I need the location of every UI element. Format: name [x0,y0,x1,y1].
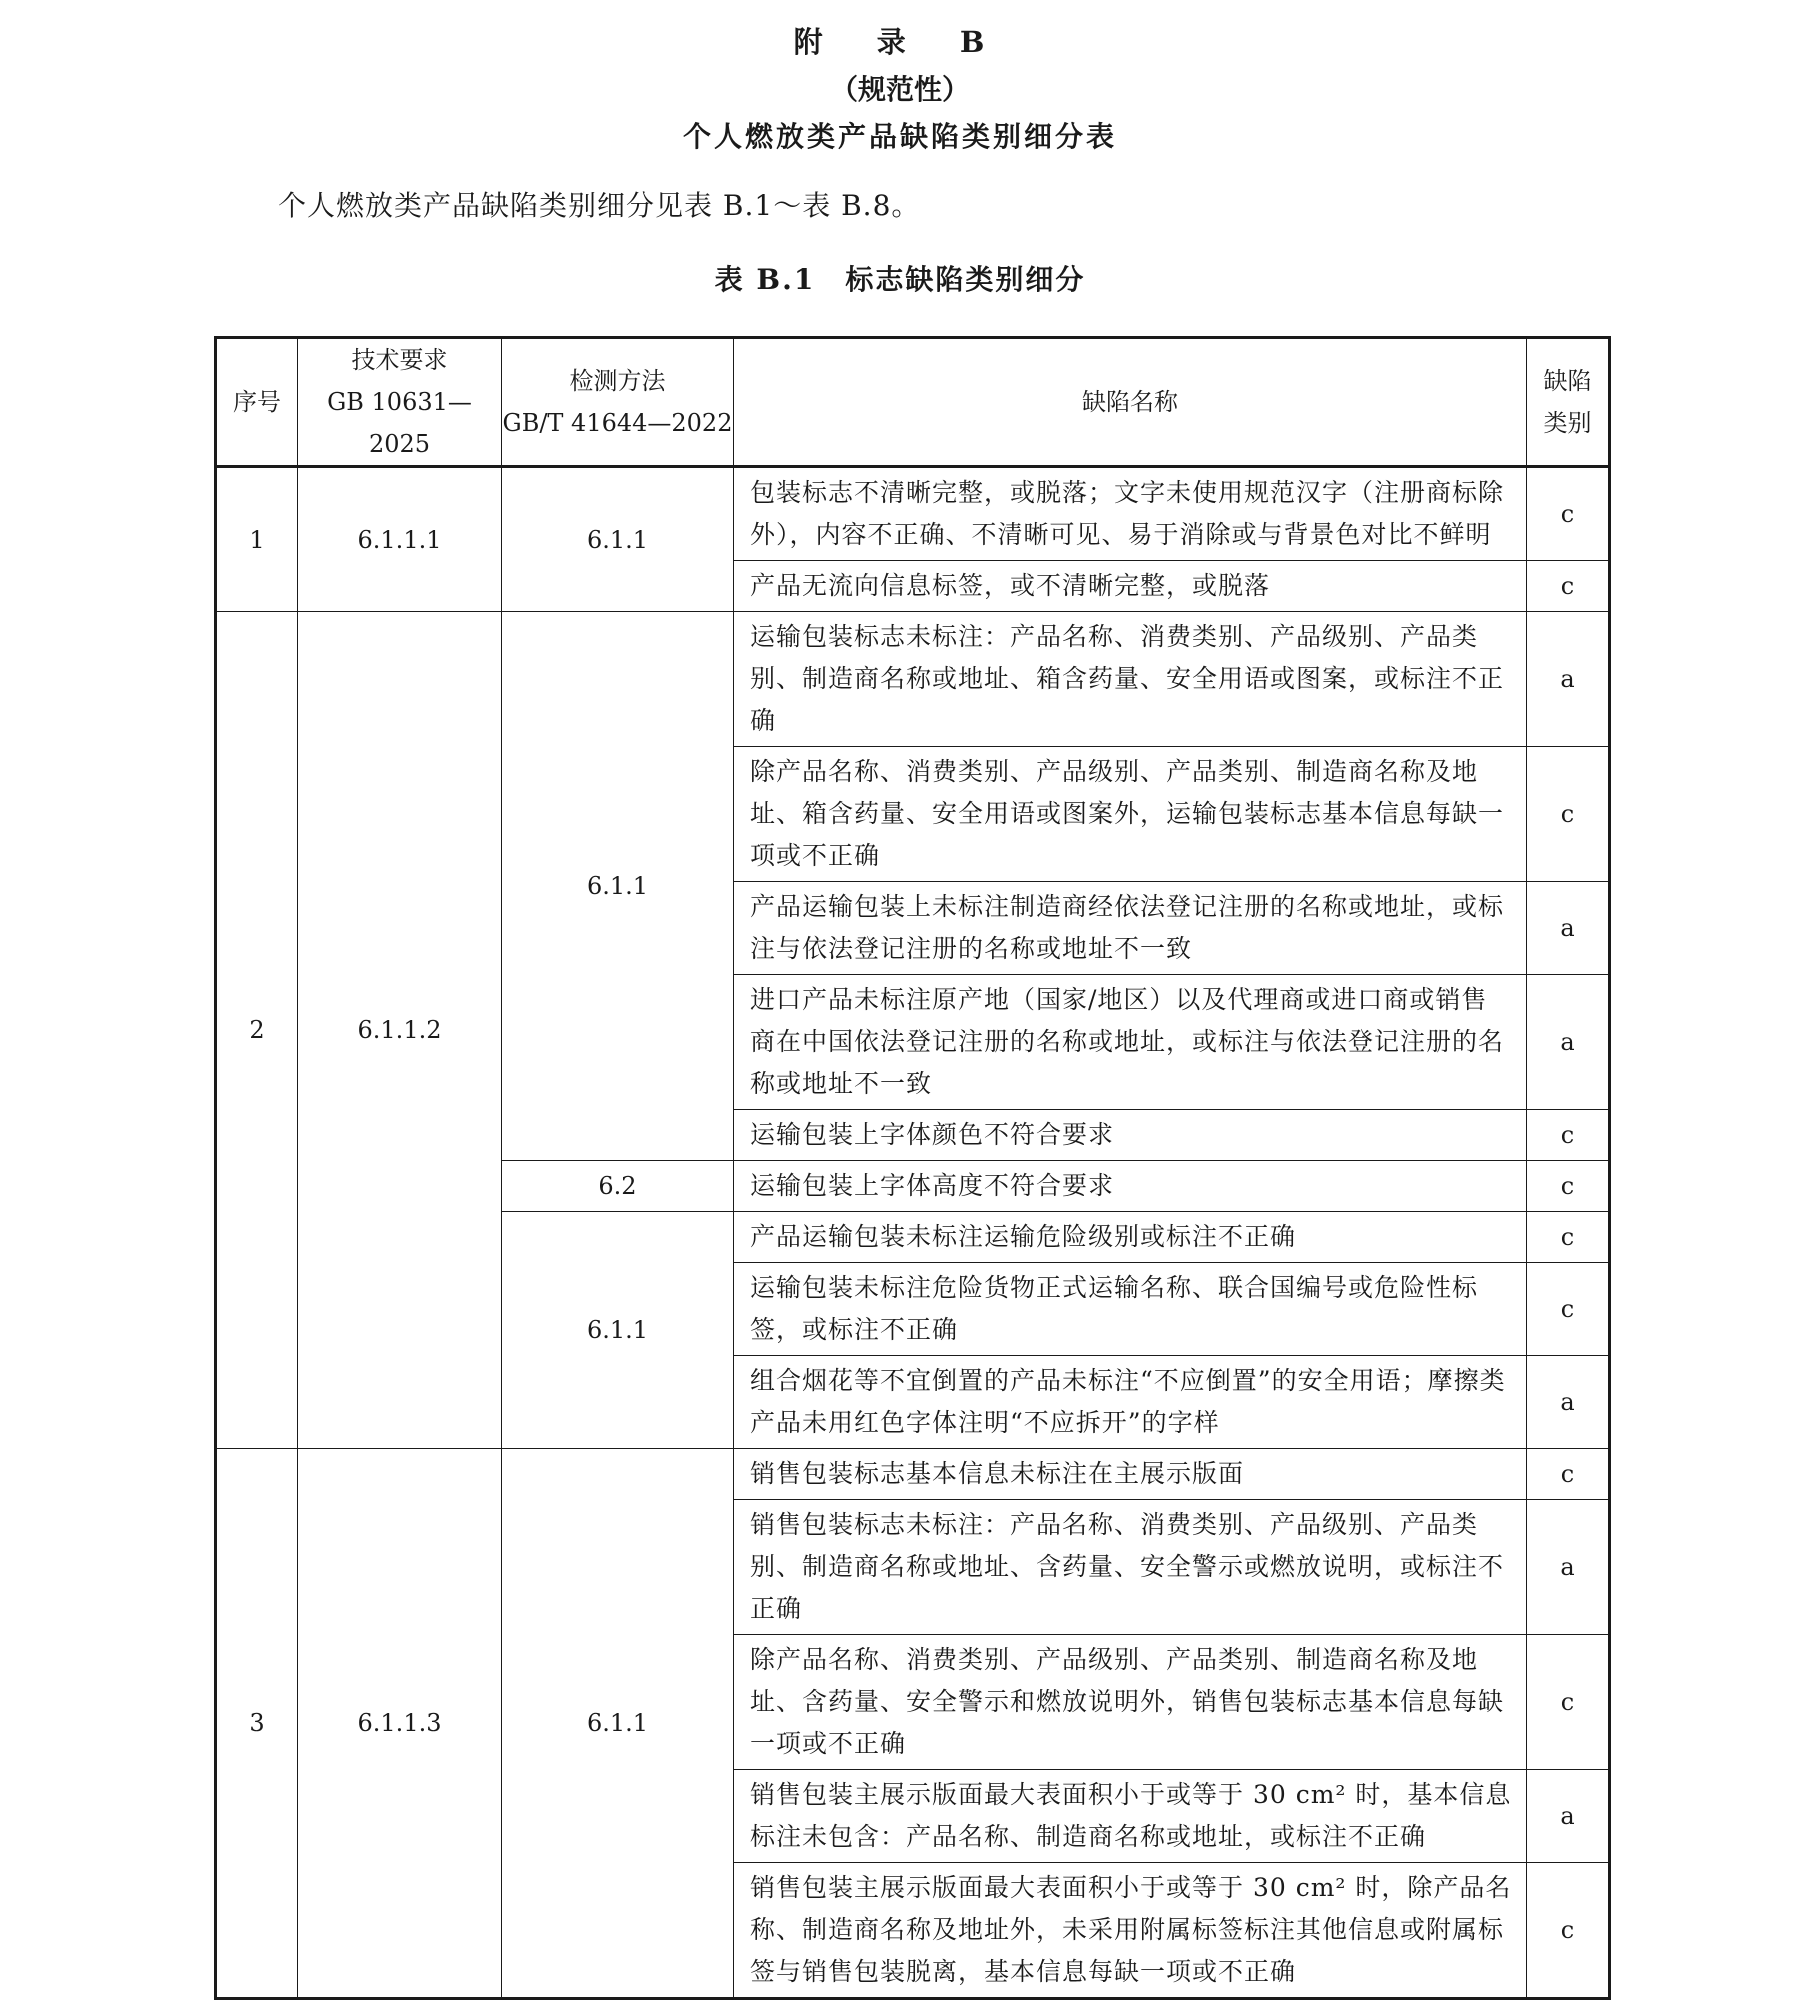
defect-name-cell: 运输包装上字体高度不符合要求 [734,1161,1527,1212]
method-cell: 6.1.1 [502,1212,734,1449]
defect-name-cell: 运输包装未标注危险货物正式运输名称、联合国编号或危险性标签，或标注不正确 [734,1263,1527,1356]
category-cell: c [1527,1863,1610,1999]
category-cell: a [1527,1770,1610,1863]
defect-name-cell: 产品运输包装上未标注制造商经依法登记注册的名称或地址，或标注与依法登记注册的名称或地址不一致 [734,882,1527,975]
defect-name-cell: 销售包装标志未标注：产品名称、消费类别、产品级别、产品类别、制造商名称或地址、含药量、安全警示或燃放说明，或标注不正确 [734,1500,1527,1635]
table-row [216,467,1610,561]
category-cell: a [1527,882,1610,975]
requirement-cell: 6.1.1.2 [298,612,502,1449]
category-cell: a [1527,612,1610,747]
header-defect-name: 缺陷名称 [734,338,1527,467]
intro-paragraph: 个人燃放类产品缺陷类别细分见表 B.1～表 B.8。 [278,189,921,222]
defect-name-cell: 进口产品未标注原产地（国家/地区）以及代理商或进口商或销售商在中国依法登记注册的名称或地址，或标注与依法登记注册的名称或地址不一致 [734,975,1527,1110]
header-category [1527,338,1610,467]
table-caption: 表 B.1 标志缺陷类别细分 [714,263,1086,296]
appendix-nature: （规范性） [829,73,970,106]
defect-name-cell: 除产品名称、消费类别、产品级别、产品类别、制造商名称及地址、含药量、安全警示和燃放说明外，销售包装标志基本信息每缺一项或不正确 [734,1635,1527,1770]
defect-name-cell: 除产品名称、消费类别、产品级别、产品类别、制造商名称及地址、箱含药量、安全用语或图案外，运输包装标志基本信息每缺一项或不正确 [734,747,1527,882]
defect-name-cell: 销售包装主展示版面最大表面积小于或等于 30 cm² 时，基本信息标注未包含：产品名称、制造商名称或地址，或标注不正确 [734,1770,1527,1863]
defect-name-cell: 产品无流向信息标签，或不清晰完整，或脱落 [734,561,1527,612]
defect-name-cell: 销售包装主展示版面最大表面积小于或等于 30 cm² 时，除产品名称、制造商名称及地址外，未采用附属标签标注其他信息或附属标签与销售包装脱离，基本信息每缺一项或不正确 [734,1863,1527,1999]
defect-name-cell: 运输包装上字体颜色不符合要求 [734,1110,1527,1161]
seq-cell: 2 [216,612,298,1449]
header-seq: 序号 [216,338,298,467]
header-requirement-label: 技术要求 [351,346,448,374]
method-cell: 6.1.1 [502,612,734,1161]
category-cell: c [1527,561,1610,612]
defect-name-cell: 销售包装标志基本信息未标注在主展示版面 [734,1449,1527,1500]
defect-name-cell: 运输包装标志未标注：产品名称、消费类别、产品级别、产品类别、制造商名称或地址、箱含药量、安全用语或图案，或标注不正确 [734,612,1527,747]
header-requirement-standard: GB 10631—2025 [327,388,472,458]
table-row [216,612,1610,747]
category-cell: a [1527,1500,1610,1635]
defect-name-cell: 包装标志不清晰完整，或脱落；文字未使用规范汉字（注册商标除外），内容不正确、不清晰可见、易于消除或与背景色对比不鲜明 [734,467,1527,561]
header-method-label: 检测方法 [569,367,666,395]
category-cell: c [1527,1212,1610,1263]
table-header-row [216,338,1610,467]
method-cell: 6.1.1 [502,1449,734,1999]
category-cell: a [1527,1356,1610,1449]
requirement-cell: 6.1.1.1 [298,467,502,612]
appendix-subject: 个人燃放类产品缺陷类别细分表 [682,120,1117,153]
seq-cell: 3 [216,1449,298,1999]
requirement-cell: 6.1.1.3 [298,1449,502,1999]
header-method [502,338,734,467]
method-cell: 6.2 [502,1161,734,1212]
category-cell: c [1527,1110,1610,1161]
defect-name-cell: 组合烟花等不宜倒置的产品未标注“不应倒置”的安全用语；摩擦类产品未用红色字体注明“不应拆开”的字样 [734,1356,1527,1449]
appendix-title: 附 录 B [793,25,1007,59]
header-category-top: 缺陷 [1543,367,1592,395]
category-cell: a [1527,975,1610,1110]
category-cell: c [1527,1263,1610,1356]
category-cell: c [1527,747,1610,882]
category-cell: c [1527,1161,1610,1212]
defect-table [214,336,1611,2000]
category-cell: c [1527,467,1610,561]
category-cell: c [1527,1449,1610,1500]
category-cell: c [1527,1635,1610,1770]
defect-name-cell: 产品运输包装未标注运输危险级别或标注不正确 [734,1212,1527,1263]
header-requirement [298,338,502,467]
header-category-bottom: 类别 [1543,409,1592,437]
seq-cell: 1 [216,467,298,612]
table-row [216,1449,1610,1500]
method-cell: 6.1.1 [502,467,734,612]
header-method-standard: GB/T 41644—2022 [502,409,733,437]
